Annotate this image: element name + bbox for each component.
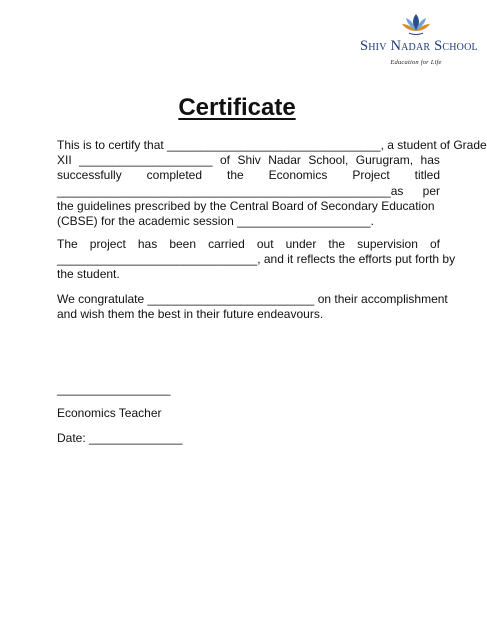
certify-line-5: the guidelines prescribed by the Central Board of Secondary Education [57, 198, 435, 213]
date-field [57, 431, 182, 445]
student-name-blank: _________________________ [147, 292, 315, 306]
word: titled [414, 168, 440, 183]
word: Project [352, 168, 390, 183]
project-title-blank: __________________________________________________as [57, 183, 404, 198]
teacher-role: Economics Teacher [57, 406, 162, 420]
lotus-logo-icon [401, 12, 431, 36]
certify-line-1 [57, 138, 487, 153]
word: has [137, 237, 158, 251]
supervision-line-1 [57, 237, 440, 252]
word: Shiv [237, 153, 261, 168]
paragraph-certify [57, 138, 487, 229]
signature-line: _________________ [57, 382, 171, 396]
word: out [256, 237, 274, 251]
paragraph-congratulate [57, 292, 448, 322]
school-logo [360, 12, 478, 66]
date-blank: ______________ [89, 431, 183, 445]
word: has [420, 153, 440, 168]
word: per [422, 183, 440, 198]
certify-line-2 [57, 153, 440, 168]
student-name-blank: ________________________________ [167, 138, 381, 152]
school-name: Shiv Nadar School [360, 38, 478, 54]
certify-line-3 [57, 168, 440, 183]
word: the [328, 237, 346, 251]
text-segment: (CBSE) for the academic session [57, 214, 238, 229]
word: XII [57, 153, 72, 168]
text-segment: , and it reflects the efforts put forth by [257, 252, 456, 267]
congratulate-line-2: and wish them the best in their future endeavours. [57, 307, 324, 322]
word: project [89, 237, 126, 251]
text-segment: . [370, 214, 374, 229]
word: The [57, 237, 78, 251]
word: completed [146, 168, 203, 183]
word: the [227, 168, 244, 183]
certify-line-6 [57, 214, 440, 229]
date-label: Date: [57, 431, 90, 445]
paragraph-supervision [57, 237, 456, 283]
supervision-line-3: the student. [57, 267, 120, 282]
session-blank: ____________________ [237, 214, 371, 229]
certify-line-4 [57, 184, 440, 199]
word: Nadar [268, 153, 301, 168]
word: Economics [268, 168, 328, 183]
word: been [169, 237, 197, 251]
supervisor-blank: ______________________________ [57, 252, 258, 267]
congratulate-line-1 [57, 292, 448, 307]
text-segment: on their accomplishment [314, 292, 448, 306]
word: successfully [57, 168, 122, 183]
supervision-line-2 [57, 252, 456, 267]
word: of [429, 237, 440, 251]
page-title: Certificate [178, 94, 296, 121]
text-segment: , a student of Grade [380, 138, 487, 152]
word: School, [308, 153, 349, 168]
word: Gurugram, [355, 153, 414, 168]
text-segment: We congratulate [57, 292, 148, 306]
word: of [220, 153, 231, 168]
school-tagline: Education for Life [390, 59, 442, 66]
section-blank: ____________________ [79, 153, 213, 168]
word: under [285, 237, 317, 251]
word: carried [208, 237, 245, 251]
word: supervision [357, 237, 418, 251]
text-segment: This is to certify that [57, 138, 168, 152]
